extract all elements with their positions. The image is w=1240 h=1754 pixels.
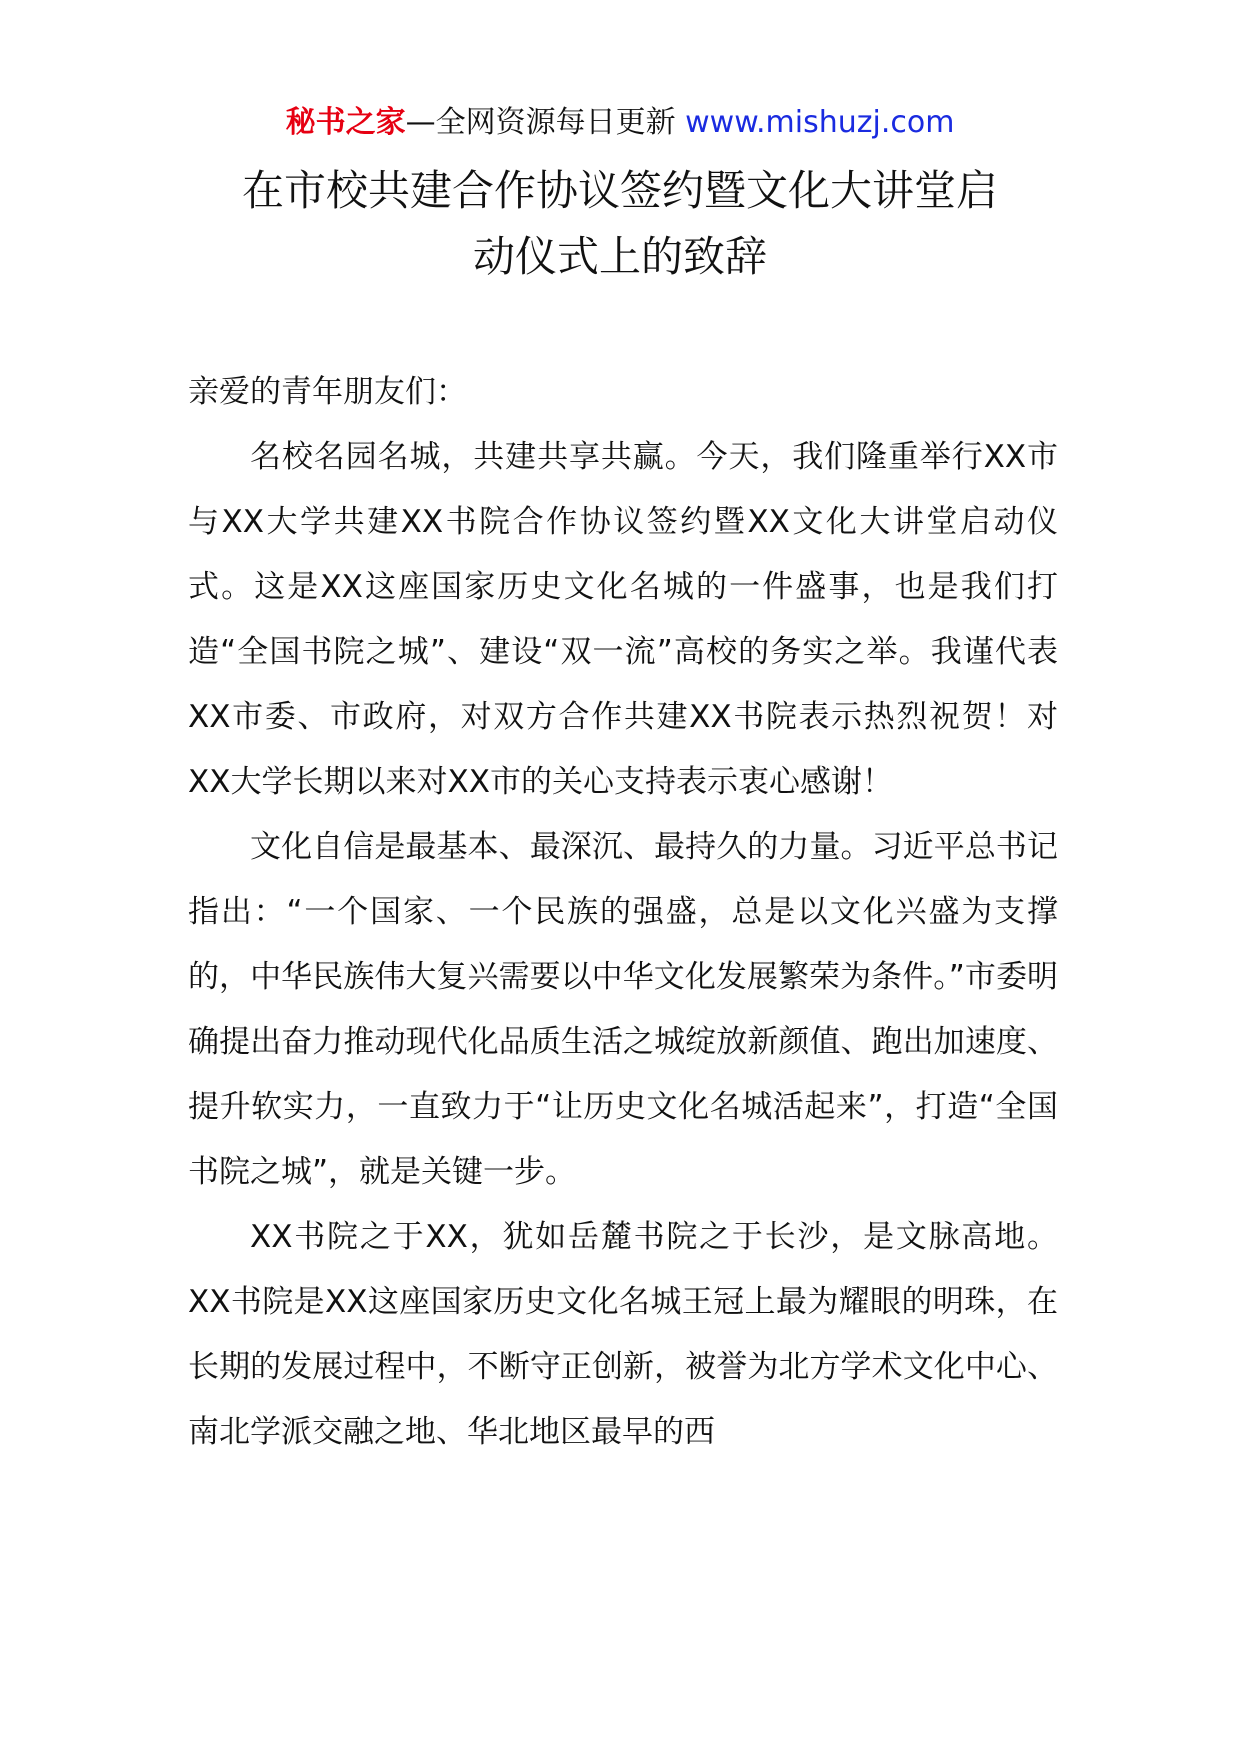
body-paragraph: XX书院之于XX，犹如岳麓书院之于长沙，是文脉高地。XX书院是XX这座国家历史文化名城王冠上最为耀眼的明珠，在长期的发展过程中，不断守正创新，被誉为北方学术文化中心、南北学派交融之地、华北地区最早的西 [188,1219,1058,1450]
title-line-2: 动仪式上的致辞 [472,232,767,281]
body-paragraph: 名校名园名城，共建共享共赢。今天，我们隆重举行XX市与XX大学共建XX书院合作协议签约暨XX文化大讲堂启动仪式。这是XX这座国家历史文化名城的一件盛事，也是我们打造“全国书院之城”、建设“双一流”高校的务实之举。我谨代表XX市委、市政府，对双方合作共建XX书院表示热烈祝贺！对XX大学长期以来对XX市的关心支持表示衷心感谢！ [188,439,1058,800]
website-link[interactable]: www.mishuzj.com [685,105,955,140]
document-title [150,158,1090,290]
title-line-1: 在市校共建合作协议签约暨文化大讲堂启 [241,166,998,215]
site-header [0,100,1240,146]
header-tagline: —全网资源每日更新 [405,105,686,140]
salutation: 亲爱的青年朋友们： [188,374,467,410]
document-body [188,360,1058,1465]
body-paragraph: 文化自信是最基本、最深沉、最持久的力量。习近平总书记指出：“一个国家、一个民族的强盛，总是以文化兴盛为支撑的，中华民族伟大复兴需要以中华文化发展繁荣为条件。”市委明确提出奋力推动现代化品质生活之城绽放新颜值、跑出加速度、提升软实力，一直致力于“让历史文化名城活起来”，打造“全国书院之城”，就是关键一步。 [188,829,1058,1190]
brand-name: 秘书之家 [285,105,406,140]
